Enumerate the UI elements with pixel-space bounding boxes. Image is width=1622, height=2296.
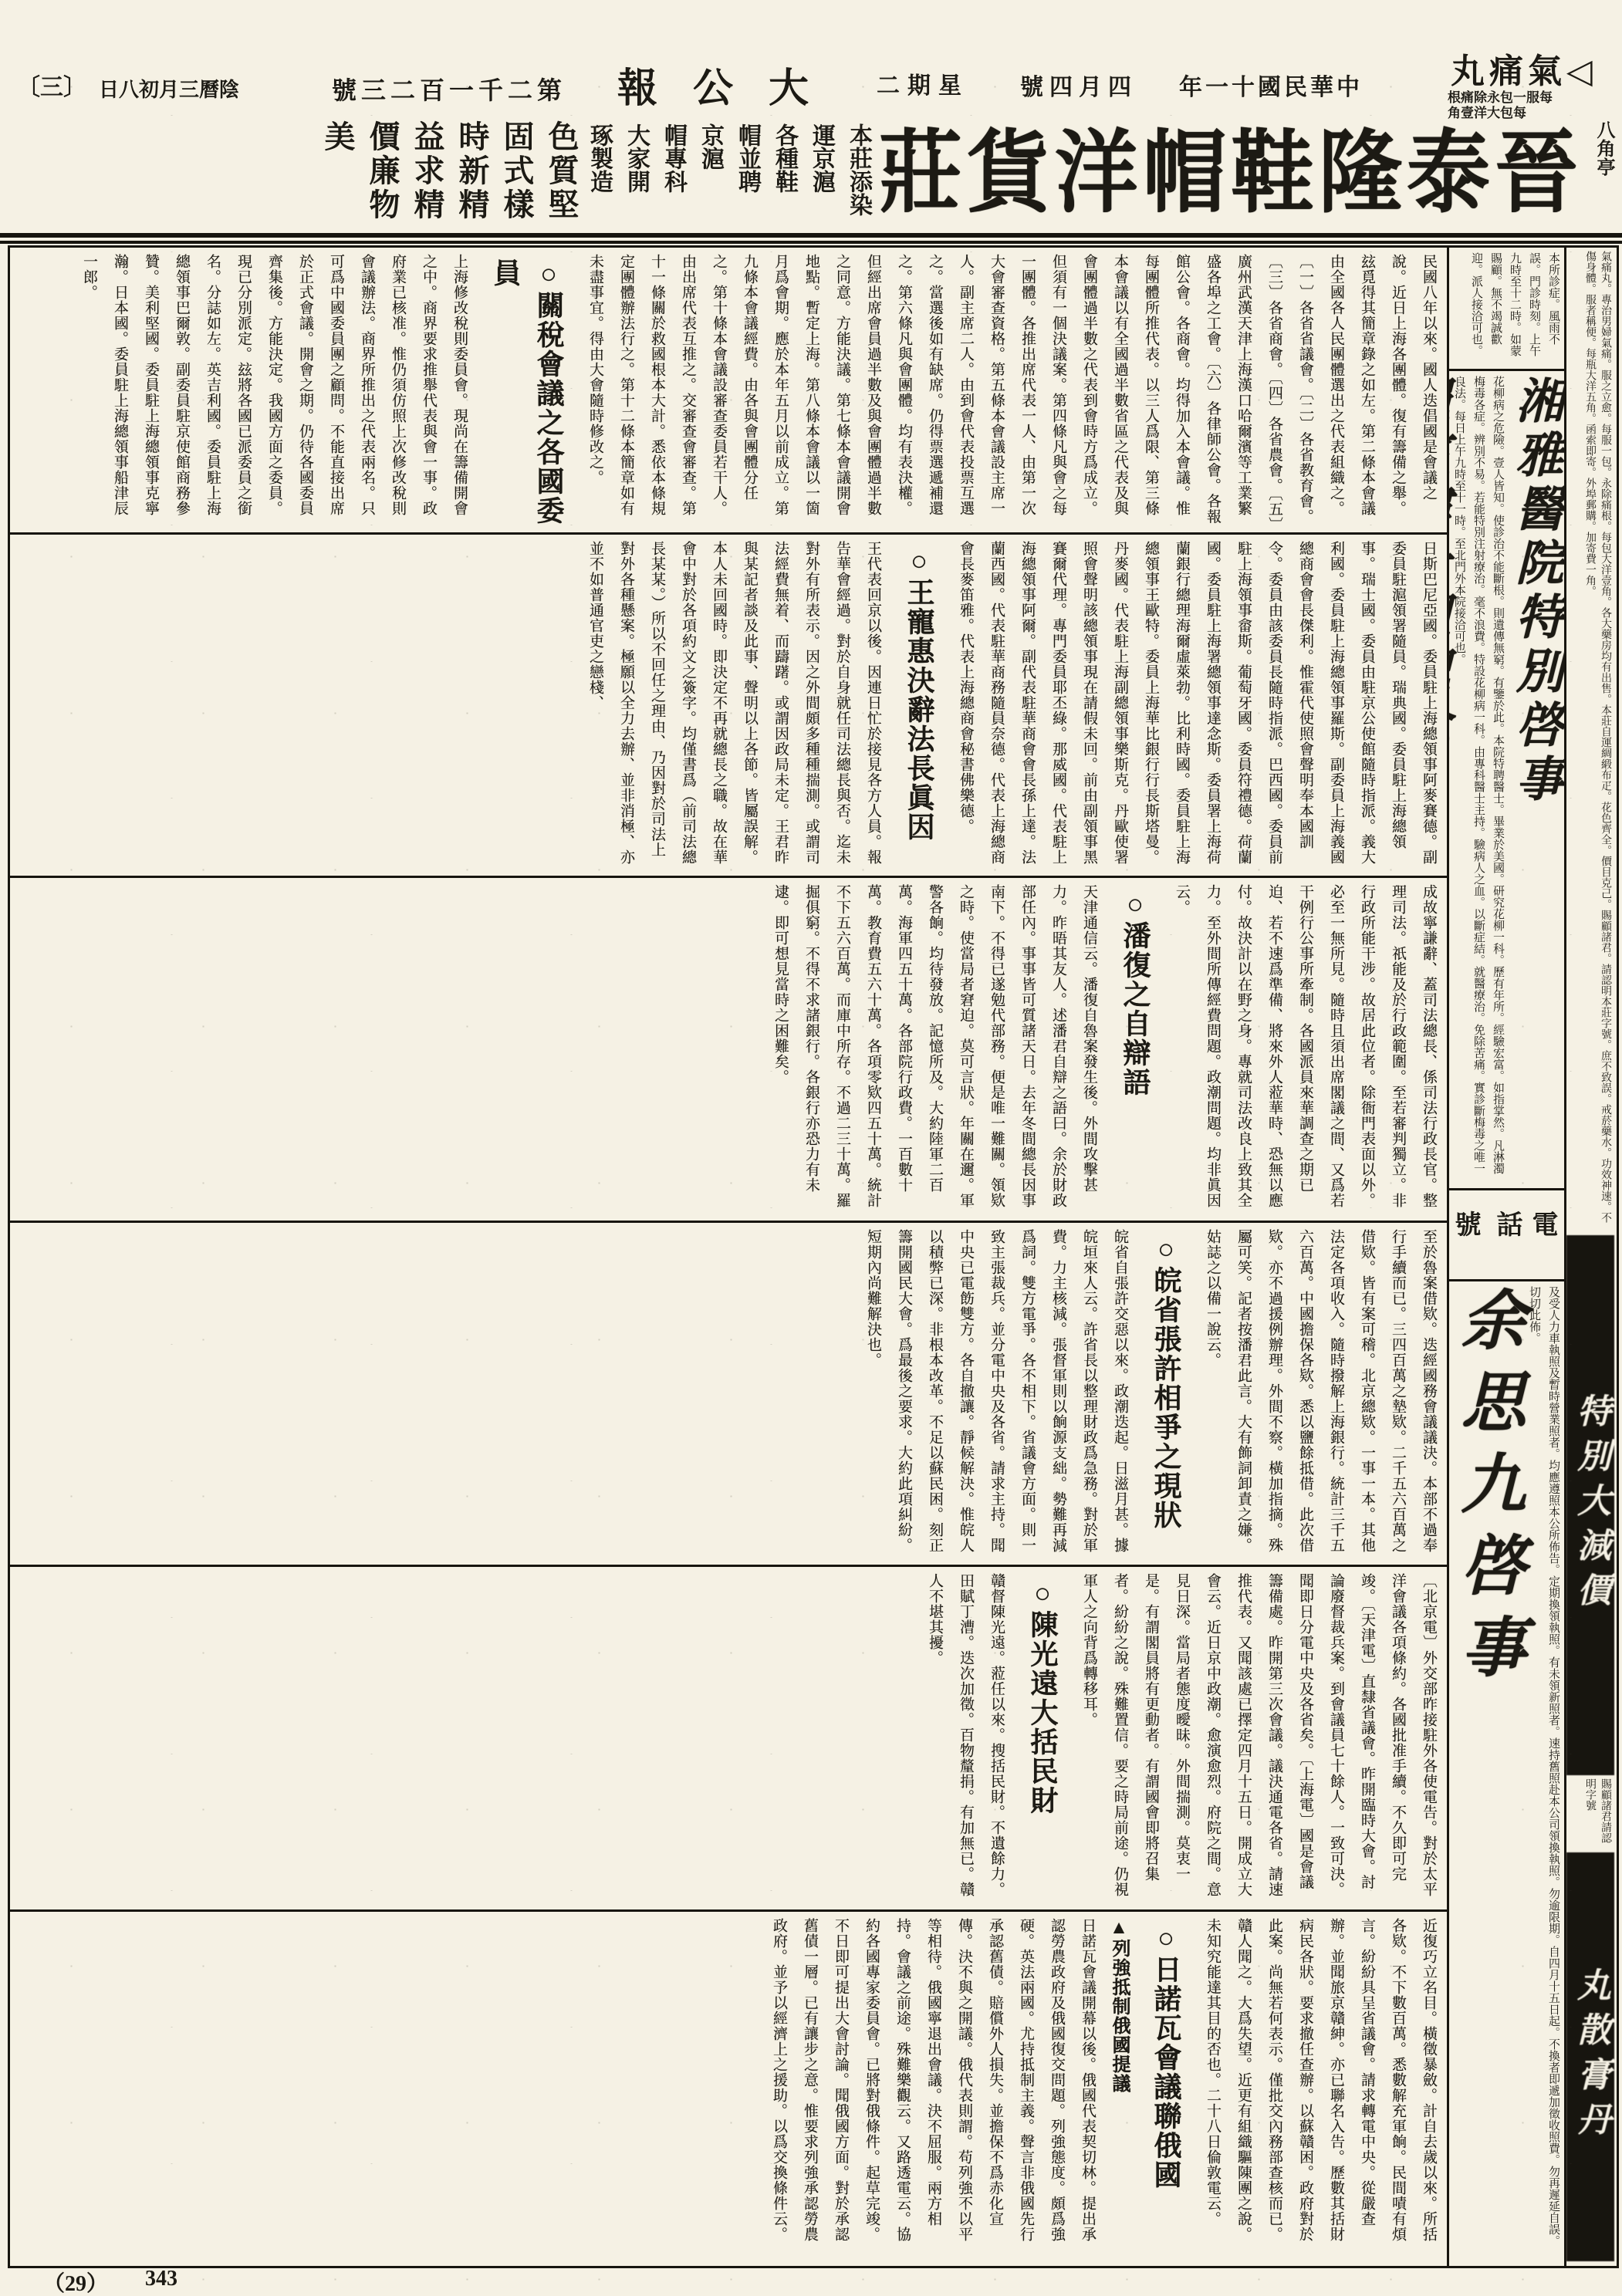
year: 年一十國民華中 [1179, 75, 1363, 100]
text-segment: 王代表回京以後。因連日忙於接見各方人員。報告華會經過。對於自身就任司法總長與否。迄未對外有所表示。因之外間頗多種種揣測。或謂司法經費無着、而躊躇。或謂因政局未定。王君昨與某記者談及此事、聲明以上各節。皆屬誤解。本人未回國時。即決定不再就總長之職。故在華會中對於各項約文之簽字。均僅書爲（前司法總長某某。）所以不回任之理由、乃因對於司法上對外各種懸案。極願以全力去辦、並非消極、亦並不如普通官吏之戀棧、 [587, 541, 881, 865]
outer-rail-black-banner-1: 特別大減價 [1566, 1235, 1614, 1775]
text-segment: 成故寧謙辭、蓋司法總長、係司法行政長官。整理司法。祇能及於行政範圍。至若審判獨立。非行政所能干涉。故居此位者。除衙門表面以外。必至一無所見。隨時且須出席閣議之間、又爲若干例行公事所牽制。各國派員來華調查之期已迫、若不速爲準備、將來外人蒞華時、恐無以應付。故決計以在野之身。專就司法改良上致其全力。至外間所傳經費問題。政潮問題。均非眞因云。 [1174, 884, 1437, 1208]
text-segment: 皖省自張許交惡以來。政潮迭起。日滋月甚。據皖垣來人云。許省長以整理財政爲急務。對於軍費。力主核減。張督軍則以餉源支絀。勢難再減爲詞。雙方電爭。各不相下。省議會方面。則一致主張裁兵。並分電中央及各省。請求主持。聞中央已電飭雙方。各自撤讓。靜候解決。惟皖人以積弊已深。非根本改革。不足以蘇民困。刻正籌開國民大會。爲最後之要求。大約此項糾紛。短期內尚難解決也。 [865, 1229, 1128, 1553]
text-segment: 英吉利國。委員駐上海總領事巴爾敦。副委員駐京使館商務參贊。美利堅國。委員駐上海總領事克寧瀚。日本國。委員駐上海總領事船津辰一郎。 [81, 254, 221, 516]
page-marker: 〔三〕 [17, 75, 86, 100]
text-segment: 電話 [1492, 1210, 1556, 1237]
banner-column: 各種鞋 [771, 123, 797, 193]
text-segment: 又路透電云。協約各國專家委員會。已將對俄條件。起草完竣。不日即可提出大會討論。聞俄國方面。對於承認舊債一層。已有讓步之意。惟要求列強承認勞農政府。並予以經濟上之援助。以爲交換條件云。 [771, 1918, 911, 2242]
banner-column: 琢製造 [586, 123, 612, 193]
ad-rail-outer [1566, 248, 1614, 2266]
text-segment: 湘雅醫院特別啓事 [1509, 376, 1561, 808]
banner-column: 大家開 [623, 123, 649, 193]
text-segment: 第三條本會議以有全國過半數省區之代表及與會團體過半數之代表到會時方爲成立。但須有一個決議案。第四條凡與會之每一團體。各推出席代表一人、由第一次大會審查資格。第五條本會議設主席一人。副主席二人。由到會代表投票互選之。當選後如有缺席。仍得票選遞補還之。第六條凡與會團體。均有表決權。但經出席會員過半數及與會團體過半數之同意。方能決議。第七條本會議開會地點。暫定上海。第八條本會議以一箇月爲會期。應於本年五月以前成立。第九條本會議經費。由各與會團體分任之。第十條本會議設審查委員若干人。由出席代表互推之。交審查會審查。第十一條關於救國根本大計。悉依本條規定團體辦法行之。第十二條本簡章如有未盡事宜。得由大會隨時修改之。 [587, 254, 1159, 516]
banner-column: 價廉物 [364, 120, 400, 222]
ad-phone-box [1449, 1190, 1564, 1281]
text-segment: 上海修改稅則委員會。現尚在籌備開會之中。商界要求推舉代表與會一事。政府業已核准。惟仍須仿照上次修改稅則會議辦法。商界所推出之代表兩名。只可爲中國委員團之顧問。不能直接出席於正式會議。開會之期。仍待各國委員齊集後。方能決定。我國方面之委員。現已分別派定。玆將各國已派委員之銜名。分誌如左。 [204, 254, 468, 516]
text-segment: 日斯巴尼亞國。委員駐上海總領事阿麥賽德。副委員駐滬領署隨員。瑞典國。委員駐上海總領事。瑞士國。委員由駐京公使館隨時指派。 [1359, 541, 1437, 865]
lunar-date: 日八初月三曆陰 [99, 79, 240, 101]
text-segment: 日諾瓦會議開幕以後。俄國代表契切林。提出承認勞農政府及俄國復交問題。列強態度。頗爲強硬。英法兩國。尤持抵制主義。聲言非俄國先行承認舊債。賠償外人損失。並擔保不爲赤化宣傳。決不與之開議。俄代表則謂。苟列強不以平等相待。俄國寧退出會議。決不屈服。兩方相持。會議之前途。殊難樂觀云。 [894, 1918, 1096, 2242]
ad-xiangya-hospital [1449, 371, 1564, 1190]
banner-column: 色質堅 [543, 120, 579, 222]
paper-title: 報公大 [617, 67, 845, 111]
text-segment: 余思九啓事 [1451, 1286, 1523, 1695]
article-band-tariff-committee [10, 535, 1447, 878]
merchant-banner [0, 116, 1622, 233]
outer-rail-black-banner-2: 丸散膏丹 [1566, 1852, 1614, 2261]
text-segment: 〔北京電〕外交部昨接駐外各使電告。對於太平洋會議各項條約。各國批准手續。不久即可完竣。〔天津電〕直隸省議會。昨開臨時大會。討論廢督裁兵案。到會議員七十餘人。一致可決。聞即日分電中央及各省矣。〔上海電〕國是會議籌備處。昨開第三次會議。議決通電各省。請速推代表。又聞該處已擇定四月十五日。開成立大會云。近日京中政潮。愈演愈烈。府院之間。意見日深。當局者態度曖昧。外間揣測。莫衷一是。有謂閣員將有更動者。有謂國會即將召集者。紛紛之說。殊難置信。要之時局前途。仍視軍人之向背爲轉移耳。 [1081, 1573, 1437, 1897]
text-segment: 民國八年以來。國人迭倡國是會議之說。近日上海各團體。復有籌備之舉。玆覓得其簡章錄之如左。第二條本會議由全國各人民團體選出之代表組織之。〔一〕各省省議會。〔二〕各省教育會。〔三〕各省商會。〔四〕各省農會。〔五〕廣州武漢天津上海漢口哈爾濱等工業繁盛各埠之工會。〔六〕各律師公會。各報館公會。各商會。均得加入本會議。惟每團體所推代表。以三人爲限、 [1143, 254, 1437, 525]
date: 號四月四 [1020, 75, 1137, 100]
banner-column: 帽專科 [660, 123, 686, 193]
text-segment: 義大利國。委員駐上海總領事羅斯。副委員上海義國總商會會長傑利。惟霍代使照會聲明奉本國訓令。委員由該委員長隨時指派。巴西國。委員前駐上海領事畲斯。葡萄牙國。委員符禮德。荷蘭國。委員駐上海署總領事達念斯。委員署上海荷蘭銀行總理海爾虛萊勃。比利時國。委員駐上海總領事王歐特。委員上海華比銀行行長斯塔曼。丹麥國。代表駐上海副總領事樂斯克。丹歐使署照會聲明該總領事現在請假未回。前由副領事黑賽爾代理。專門委員耶丕綠。那威國。代表駐上海總領事阿爾。副代表駐華商會會長孫上達。法蘭西國。代表駐華商務隨員奈德。代表上海總商會長麥笛雅。代表上海總商會秘書佛樂德。 [958, 541, 1375, 865]
text-segment: 近復巧立名目。橫徵暴斂。計自去歲以來。所括各欵。不下數百萬。悉數解充軍餉。民間嘖有煩言。紛紛具呈省議會。請求轉電中央。從嚴查辦。並聞旅京贛紳。亦已聯名入告。歷數其括財病民各狀。要求撤任查辦。以蘇贛困。政府對於此案。尚無若何表示。僅批交內務部查核而已。贛人聞之。大爲失望。近更有組織驅陳團之說。未知究能達其目的否也。二十八日倫敦電云。 [1205, 1918, 1437, 2242]
outer-rail-ad-text: 氣痛丸。專治男婦氣痛。服之立愈。每服一包。永除痛根。每包大洋壹角。各大藥房均有出售。本莊自運綢緞布疋。花色齊全。價目克己。賜顧諸君。請認明本莊字號。庶不致誤。戒菸藥水。功效神速。不傷身體。服者稱便。每瓶大洋五角。函索即寄。外埠郵購。加寄費一角。 [1584, 251, 1611, 1223]
ad-yusijiu-notice [1449, 1281, 1564, 2252]
ad-rail-inner [1449, 248, 1566, 2266]
article-band-telegrams-chen [10, 1567, 1447, 1912]
banner-small-columns [586, 120, 871, 228]
banner-column: 美 [319, 120, 355, 154]
banner-shop-title: 莊貨洋帽鞋隆泰晉 [878, 124, 1583, 224]
article-band-panfu-anhui [10, 1223, 1447, 1567]
corner-ad-line2: 角壹洋大包每 [1448, 106, 1526, 120]
text-segment: 天津通信云。潘復自魯案發生後。外間攻擊甚力。昨晤其友人。述潘君自辯之語曰。余於財政部任內。事事皆可質諸天日。去年冬間總長因事南下。不得已遂勉代部務。便是唯一難關。領欵之時。使當局者窘迫。莫可言狀。年關在邇。軍警各餉。均待發放。記憶所及。大約陸軍二百萬。海軍四五十萬。各部院行政費。一百數十萬。教育費五六十萬。各項零欵四五十萬。統計不下五六百萬。而庫中所存。不過二三十萬。羅掘俱窮。不得不求諸銀行。各銀行亦恐力有未逮。即可想見當時之困難矣。 [772, 884, 1097, 1208]
article-band-genoa [10, 1912, 1447, 2261]
footer-folio-number: 343 [145, 2267, 177, 2291]
banner-corner-text: 八角亭 [1593, 120, 1614, 176]
article-headline: ○皖省張許相爭之現狀 [1151, 1234, 1181, 1530]
text-segment: 及受人力車執照及暫時營業照者。均應遵照本公所佈告。定期換領執照。有未領新照者。速持舊照赴本公司領換執照。勿逾限期。自四月十五日起。不換者即遞加徵收照費。勿再遲延自誤。切切此佈。 [1528, 1286, 1559, 2247]
issue-number: 號三二百一千二第 [332, 76, 567, 104]
article-band-wang-chonghui [10, 878, 1447, 1223]
content-frame [8, 245, 1619, 2268]
text-segment: 號 [1451, 1210, 1479, 1237]
main-article-area [10, 248, 1449, 2266]
banner-column: 固式樣 [498, 120, 534, 222]
banner-slogan-columns [320, 120, 578, 228]
banner-column: 時新精 [454, 120, 489, 222]
article-headline: ○日諾瓦會議聯俄國 [1151, 1923, 1181, 2190]
article-band-regulations [10, 248, 1447, 535]
text-segment: 本所診症。風雨不誤。門診時刻。上午九時至十二時。如蒙賜顧。無不竭誠歡迎。派人接洽可也。 [1470, 252, 1559, 356]
article-headline: ○關稅會議之各國委員 [490, 258, 564, 525]
article-headline: ○王寵惠決辭法長眞因 [904, 545, 934, 842]
article-headline: ○潘復之自辯語 [1120, 889, 1151, 1097]
text-segment: ▲列強抵制俄國提議 [1109, 1918, 1129, 2093]
banner-column: 京滬 [697, 123, 723, 170]
ad-clinic-notice [1449, 248, 1564, 371]
banner-column: 運京滬 [808, 123, 834, 193]
footer-page-number: （29） [43, 2272, 109, 2296]
banner-column: 益求精 [409, 120, 444, 222]
corner-ad-line1: 根痛除永包一服每 [1448, 90, 1553, 105]
masthead-strip [0, 0, 1622, 120]
text-segment: 花柳病之危險。壹人皆知。使診治不能斷根。則遺傳無窮。有鑒於此。本院特聘醫士。畢業於美國。研究花柳一科。歷有年所。經驗宏富。如指掌然。凡淋濁梅毒各症。辨別不易。若能特別注射療治。毫不浪費。特設花柳病一科。由專科醫士主持。驗病人之血。以斷症結。就醫療治。免除苦痛。實診斷梅毒之唯一良法。每日上午九時至十一時。至北門外本院接洽可也。 [1453, 376, 1504, 1174]
outer-rail-ad-text-2: 賜顧諸君請認明字號 [1584, 1778, 1611, 1843]
corner-ad-title: 丸痛氣◁ [1451, 52, 1597, 90]
weekday: 二期星 [877, 73, 969, 99]
page-footer [0, 2267, 1622, 2296]
banner-column: 帽並聘 [734, 123, 760, 193]
article-headline: ○陳光遠大括民財 [1027, 1578, 1058, 1815]
divider-thick-rule [0, 233, 1622, 244]
text-segment: 至於魯案借欵。迭經國務會議議決。本部不過奉行手續而已。三四百萬之墊欵。二千五六百萬之借欵。皆有案可稽。北京總欵。一事一本。其他法定各項收入。隨時撥解上海銀行。統計三千五六百萬。中國擔保各欵。悉以鹽餘抵借。此次借欵。亦不過援例辦理。外間不察。橫加指摘。殊屬可笑。記者按潘君此言。大有飾詞卸責之嫌。姑誌之以備一說云。 [1205, 1229, 1437, 1553]
text-segment: 贛督陳光遠。蒞任以來。搜括民財。不遺餘力。田賦丁漕。迭次加徵。百物釐捐。有加無已。贛人不堪其擾。 [927, 1573, 1005, 1897]
banner-column: 本莊添染 [845, 123, 871, 216]
